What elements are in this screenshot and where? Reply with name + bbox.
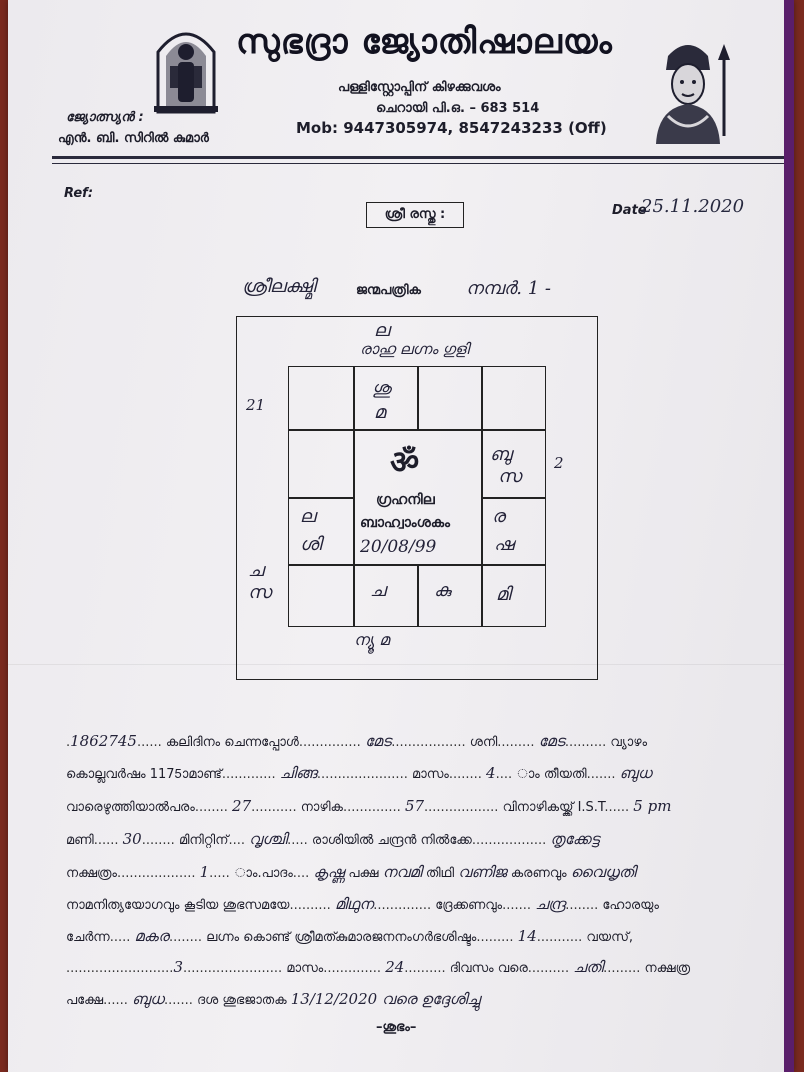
- line4-mani-value: 30: [122, 830, 142, 848]
- ref-label: Ref:: [64, 186, 94, 201]
- header-rule-thin: [52, 163, 790, 164]
- line9-date-note: 13/12/2020 വരെ ഉദ്ദേശിച്ചു: [290, 990, 481, 1008]
- chart-top-mark: ല: [374, 320, 390, 341]
- chart-cell-tl: [288, 366, 354, 430]
- line4-mani-label: മണി: [66, 833, 94, 848]
- om-symbol: ॐ: [390, 443, 420, 481]
- detail-line-6: നാമനിത്യയോഗവും കൂടിയ ശുഭസമയേ.......... മിഥുന.............. ദ്രേക്കണവും....... ചന്ദ്ര........ ഹോരയും: [66, 895, 659, 913]
- line5-padam-value: 1: [199, 863, 210, 881]
- line4-nakshatra-value: തൃക്കേട്ട: [550, 830, 600, 848]
- line8-nakshatra-label: നക്ഷത്ര: [644, 961, 691, 976]
- chart-left-top-number: 21: [246, 396, 266, 414]
- chart-center-subtitle: ബാഹ്വാംശകം: [360, 515, 451, 531]
- address-line-2: ചെറായി പി.ഒ. – 683 514: [376, 101, 540, 116]
- line1-shani-label: ശനി: [469, 735, 498, 750]
- line8-days-value: 24: [385, 958, 405, 976]
- planet-kethu: ഷ: [494, 534, 514, 555]
- patrika-printed-label: ജന്മപത്രിക: [356, 283, 421, 298]
- line1-vyazham-value: മേട: [538, 732, 565, 750]
- detail-line-3: വാരെഴുത്തിയാൽപരം........ 27........... നാഴിക.............. 57.................. വിനാഴികയ്ക്ക് I.S.T...... 5 pm: [66, 797, 672, 815]
- header-rule-thick: [52, 156, 790, 159]
- mobile-numbers: Mob: 9447305974, 8547243233 (Off): [296, 119, 607, 137]
- line5-karanam-label: കരണവും: [510, 866, 567, 881]
- line5-paksha-value: കൃഷ്ണ: [313, 863, 345, 881]
- chart-center-date: 20/08/99: [360, 537, 437, 557]
- line3-ist-value: 5 pm: [633, 797, 672, 815]
- line3-vinazhika-value: 57: [404, 797, 425, 815]
- line5-yogam-value: വൈധൃതി: [570, 863, 636, 881]
- line3-nazhika-value: 27: [232, 797, 252, 815]
- line9-dasha-label: ദശ ശുഭജാതക: [197, 993, 287, 1008]
- line4-minute-label: മിനിറ്റിന്: [178, 833, 229, 848]
- line3-label: വാരെഴുത്തിയാൽപരം: [66, 800, 195, 815]
- line7-chernna-label: ചേർന്ന: [66, 930, 110, 945]
- address-line-1: പള്ളിസ്റ്റോപ്പിന് കിഴക്കുവശം: [338, 80, 501, 95]
- chart-cell-bl: [288, 565, 354, 627]
- deity-emblem-left: [150, 22, 222, 114]
- line7-years-label: വയസ്,: [586, 930, 634, 945]
- line7-garbhashishtam-label: ലഗ്നം കൊണ്ട് ശ്രീമത്കുമാരജനനംഗർഭശിഷ്ടം: [206, 930, 477, 945]
- chart-cell-tr: [482, 366, 546, 430]
- chart-top-planets: രാഹു ലഗ്നം ഗുളി: [360, 340, 470, 358]
- planet-mi: മി: [496, 584, 511, 605]
- chart-bottom-left-1: ച: [248, 560, 264, 581]
- line5-karanam-value: വണിജ: [458, 863, 507, 881]
- planet-ravi: ര: [492, 506, 505, 527]
- line5-thithi-label: തിഥി: [425, 866, 455, 881]
- detail-line-7: ചേർന്ന..... മകര........ ലഗ്നം കൊണ്ട് ശ്രീമത്കുമാരജനനംഗർഭശിഷ്ടം......... 14........... വയസ്,: [66, 927, 634, 945]
- sri-rasthu-box: ശ്രീ രസ്തു :: [366, 202, 464, 228]
- line2-kollavarsham-label: കൊല്ലവർഷം 1175ാമാണ്ട്: [66, 767, 222, 782]
- line1-vyazham-label: വ്യാഴം: [610, 735, 648, 750]
- line2-month-value: ചിങ്ങ: [279, 764, 317, 782]
- line6-hora-value: ചന്ദ്ര: [535, 895, 566, 913]
- planet-mandi: മ: [374, 402, 386, 423]
- chart-right-number: 2: [554, 454, 564, 472]
- detail-line-1: .1862745...... കലിദിനം ചെന്നപ്പോൾ............... മേട.................. ശനി......... മേട.......... വ്യാഴം: [66, 732, 648, 750]
- line2-day-value: ബുധ: [619, 764, 652, 782]
- line1-kalidinam-label: കലിദിനം ചെന്നപ്പോൾ: [165, 735, 299, 750]
- detail-line-4: മണി...... 30........ മിനിറ്റിന്.... വൃശ്ചി..... രാശിയിൽ ചന്ദ്രൻ നിൽക്കേ.................. തൃക്കേട്ട: [66, 830, 600, 848]
- planet-lagna: ല: [300, 506, 316, 527]
- line5-paksha-label: പക്ഷ: [348, 866, 379, 881]
- planet-kuja: കു: [434, 580, 451, 601]
- line1-shani-value: മേട: [364, 732, 392, 750]
- chart-bottom-left-2: സ: [248, 582, 272, 603]
- line4-rashi-value: വൃശ്ചി: [249, 830, 288, 848]
- line8-nakshatra-value: ചതി: [573, 958, 604, 976]
- line9-dasha-value: ബുധ: [132, 990, 164, 1008]
- line2-date-label: ാം തീയതി: [539, 767, 587, 782]
- date-label: Date: [612, 203, 647, 218]
- chart-bottom-outside: ന്യൂ മ: [354, 630, 390, 649]
- detail-line-8: ..........................3........................ മാസം.............. 24.......... ദിവസം വരെ.......... ചതി......... നക്ഷത്ര: [66, 958, 691, 976]
- line8-months-label: മാസം: [286, 961, 324, 976]
- line6-subhasamaye-label: നാമനിത്യയോഗവും കൂടിയ ശുഭസമയേ: [66, 898, 290, 913]
- date-value: 25.11.2020: [641, 196, 745, 217]
- line5-nakshatram-label: നക്ഷത്രം: [66, 866, 117, 881]
- line5-padam-label: ാം.പാദം: [257, 866, 293, 881]
- chart-cell-l2: [288, 430, 354, 498]
- line3-nazhika-label: നാഴിക: [300, 800, 343, 815]
- planet-shukra: ശു: [372, 378, 391, 399]
- line8-months-value: 3: [173, 958, 183, 976]
- chart-cell-b2: [354, 565, 418, 627]
- line9-pakshe-label: പക്ഷേ: [66, 993, 104, 1008]
- patrika-handwritten-name: ശ്രീലക്ഷ്മി: [242, 276, 316, 297]
- patrika-number: നമ്പർ. 1 -: [466, 278, 551, 299]
- chart-cell-br: [482, 565, 546, 627]
- line4-rashi-label: രാശിയിൽ ചന്ദ്രൻ നിൽക്കേ: [311, 833, 472, 848]
- line7-lagnam-value: മകര: [134, 927, 169, 945]
- planet-budha: ബു: [490, 444, 512, 465]
- detail-line-5: നക്ഷത്രം................... 1..... ാം.പാദം.... കൃഷ്ണ പക്ഷ നവമി തിഥി വണിജ കരണവും വൈധൃതി: [66, 863, 636, 881]
- line6-drekkana-value: മിഥുന: [334, 895, 374, 913]
- horoscope-sheet: [8, 0, 794, 1072]
- line6-hora-label: ഹോരയും: [602, 898, 659, 913]
- line2-date-value: 4: [486, 764, 496, 782]
- shop-title: സുഭദ്രാ ജ്യോതിഷാലയം: [236, 22, 613, 62]
- line1-kalidinam-value: 1862745: [70, 732, 137, 750]
- deity-emblem-right: [638, 36, 738, 144]
- right-background-edge: [784, 0, 794, 1072]
- astrologer-name: എൻ. ബി. സിറിൽ കുമാർ: [58, 131, 209, 146]
- planet-shani: ശി: [300, 534, 322, 555]
- planet-chandra: ച: [370, 580, 386, 601]
- detail-line-2: കൊല്ലവർഷം 1175ാമാണ്ട്............. ചിങ്ങ...................... മാസം........ 4.... ാം തീയതി....... ബുധ: [66, 764, 652, 782]
- chart-cell-t3: [418, 366, 482, 430]
- line6-drekkana-label: ദ്രേക്കണവും: [435, 898, 503, 913]
- line2-month-label: മാസം: [411, 767, 449, 782]
- planet-sa: സ: [498, 466, 522, 487]
- chart-center-title: ഗ്രഹനില: [376, 492, 435, 508]
- footer-shubham: –ശുഭം–: [376, 1020, 417, 1035]
- line8-days-label: ദിവസം വരെ: [449, 961, 528, 976]
- line5-thithi-value: നവമി: [382, 863, 422, 881]
- astrologer-label: ജ്യോത്സ്യൻ :: [66, 110, 144, 125]
- detail-line-9: പക്ഷേ...... ബുധ....... ദശ ശുഭജാതക 13/12/2020 വരെ ഉദ്ദേശിച്ചു: [66, 990, 481, 1008]
- line7-years-value: 14: [517, 927, 537, 945]
- line3-ist-label: വിനാഴികയ്ക്ക് I.S.T: [502, 800, 605, 815]
